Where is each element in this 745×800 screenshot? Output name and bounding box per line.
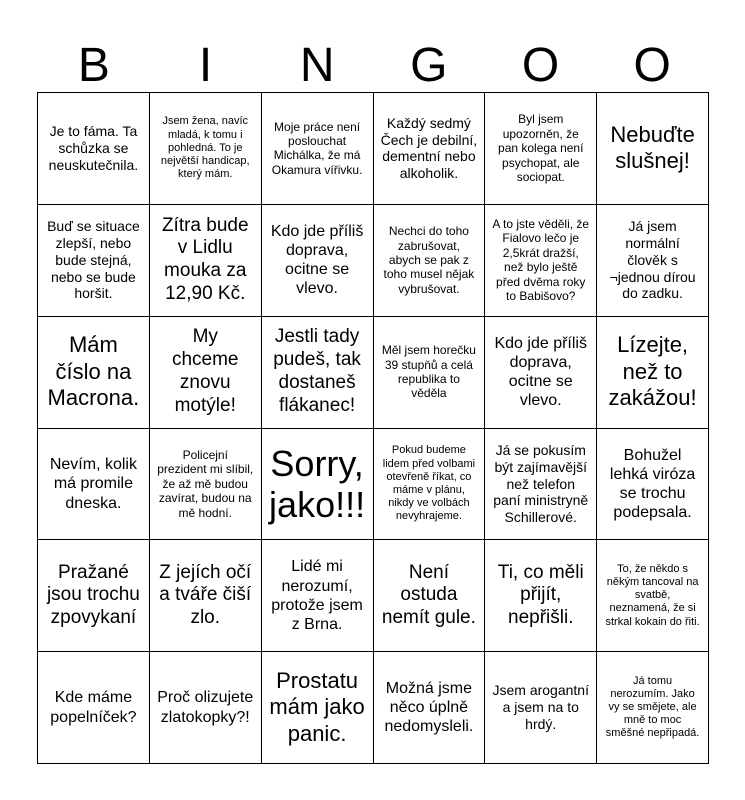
- bingo-cell-r5c6[interactable]: To, že někdo s někým tancoval na svatbě, neznamená, že si strkal kokain do řiti.: [597, 540, 709, 652]
- bingo-cell-r3c4[interactable]: Měl jsem horečku 39 stupňů a celá republika to věděla: [374, 317, 486, 429]
- header-letter-g: G: [410, 39, 448, 92]
- bingo-header: [38, 36, 708, 96]
- bingo-cell-r4c2[interactable]: Policejní prezident mi slíbil, že až mě budou zavírat, budou na mě hodní.: [150, 429, 262, 541]
- bingo-cell-r3c1[interactable]: Mám číslo na Macrona.: [38, 317, 150, 429]
- bingo-cell-r3c2[interactable]: My chceme znovu motýle!: [150, 317, 262, 429]
- bingo-cell-r6c5[interactable]: Jsem arogantní a jsem na to hrdý.: [485, 652, 597, 764]
- bingo-cell-r4c4[interactable]: Pokud budeme lidem před volbami otevřeně říkat, co máme v plánu, nikdy ve volbách nevyhrajeme.: [374, 429, 486, 541]
- header-letter-i: I: [198, 39, 213, 92]
- header-letter-o-2: O: [633, 39, 671, 92]
- bingo-cell-r1c6[interactable]: Nebuďte slušnej!: [597, 93, 709, 205]
- bingo-cell-r6c1[interactable]: Kde máme popelníček?: [38, 652, 150, 764]
- bingo-cell-r3c5[interactable]: Kdo jde příliš doprava, ocitne se vlevo.: [485, 317, 597, 429]
- bingo-cell-r1c5[interactable]: Byl jsem upozorněn, že pan kolega není psychopat, ale sociopat.: [485, 93, 597, 205]
- bingo-cell-r3c6[interactable]: Lízejte, než to zakážou!: [597, 317, 709, 429]
- bingo-cell-r2c5[interactable]: A to jste věděli, že Fialovo lečo je 2,5krát dražší, než bylo ještě před dvěma roky to Babišovo?: [485, 205, 597, 317]
- bingo-cell-r6c2[interactable]: Proč olizujete zlatokopky?!: [150, 652, 262, 764]
- bingo-cell-r4c1[interactable]: Nevím, kolik má promile dneska.: [38, 429, 150, 541]
- header-letter-n: N: [299, 39, 335, 92]
- bingo-grid: [37, 92, 709, 764]
- bingo-cell-r1c2[interactable]: Jsem žena, navíc mladá, k tomu i pohledná. To je největší handicap, který mám.: [150, 93, 262, 205]
- header-letter-o: O: [521, 39, 560, 92]
- bingo-cell-r1c4[interactable]: Každý sedmý Čech je debilní, dementní nebo alkoholik.: [374, 93, 486, 205]
- bingo-cell-r3c3[interactable]: Jestli tady pudeš, tak dostaneš flákanec!: [262, 317, 374, 429]
- bingo-cell-r1c3[interactable]: Moje práce není poslouchat Michálka, že má Okamura vířivku.: [262, 93, 374, 205]
- bingo-cell-r1c1[interactable]: Je to fáma. Ta schůzka se neuskutečnila.: [38, 93, 150, 205]
- bingo-cell-r5c4[interactable]: Není ostuda nemít gule.: [374, 540, 486, 652]
- bingo-cell-r2c1[interactable]: Buď se situace zlepší, nebo bude stejná, nebo se bude horšit.: [38, 205, 150, 317]
- bingo-cell-r2c6[interactable]: Já jsem normální člověk s ¬jednou dírou do zadku.: [597, 205, 709, 317]
- bingo-cell-r5c5[interactable]: Ti, co měli přijít, nepřišli.: [485, 540, 597, 652]
- header-letter-b: B: [77, 39, 110, 92]
- bingo-cell-r6c4[interactable]: Možná jsme něco úplně nedomysleli.: [374, 652, 486, 764]
- bingo-cell-r4c6[interactable]: Bohužel lehká viróza se trochu podepsala.: [597, 429, 709, 541]
- bingo-cell-r5c2[interactable]: Z jejích očí a tváře čiší zlo.: [150, 540, 262, 652]
- bingo-cell-r2c2[interactable]: Zítra bude v Lidlu mouka za 12,90 Kč.: [150, 205, 262, 317]
- bingo-cell-r6c6[interactable]: Já tomu nerozumím. Jako vy se smějete, ale mně to moc směšné nepřipadá.: [597, 652, 709, 764]
- bingo-cell-r4c3[interactable]: Sorry, jako!!!: [262, 429, 374, 541]
- bingo-cell-r5c3[interactable]: Lidé mi nerozumí, protože jsem z Brna.: [262, 540, 374, 652]
- bingo-cell-r2c3[interactable]: Kdo jde příliš doprava, ocitne se vlevo.: [262, 205, 374, 317]
- bingo-cell-r5c1[interactable]: Pražané jsou trochu zpovykaní: [38, 540, 150, 652]
- bingo-cell-r6c3[interactable]: Prostatu mám jako panic.: [262, 652, 374, 764]
- bingo-cell-r4c5[interactable]: Já se pokusím být zajímavější než telefon paní ministryně Schillerové.: [485, 429, 597, 541]
- bingo-cell-r2c4[interactable]: Nechci do toho zabrušovat, abych se pak z toho musel nějak vybrušovat.: [374, 205, 486, 317]
